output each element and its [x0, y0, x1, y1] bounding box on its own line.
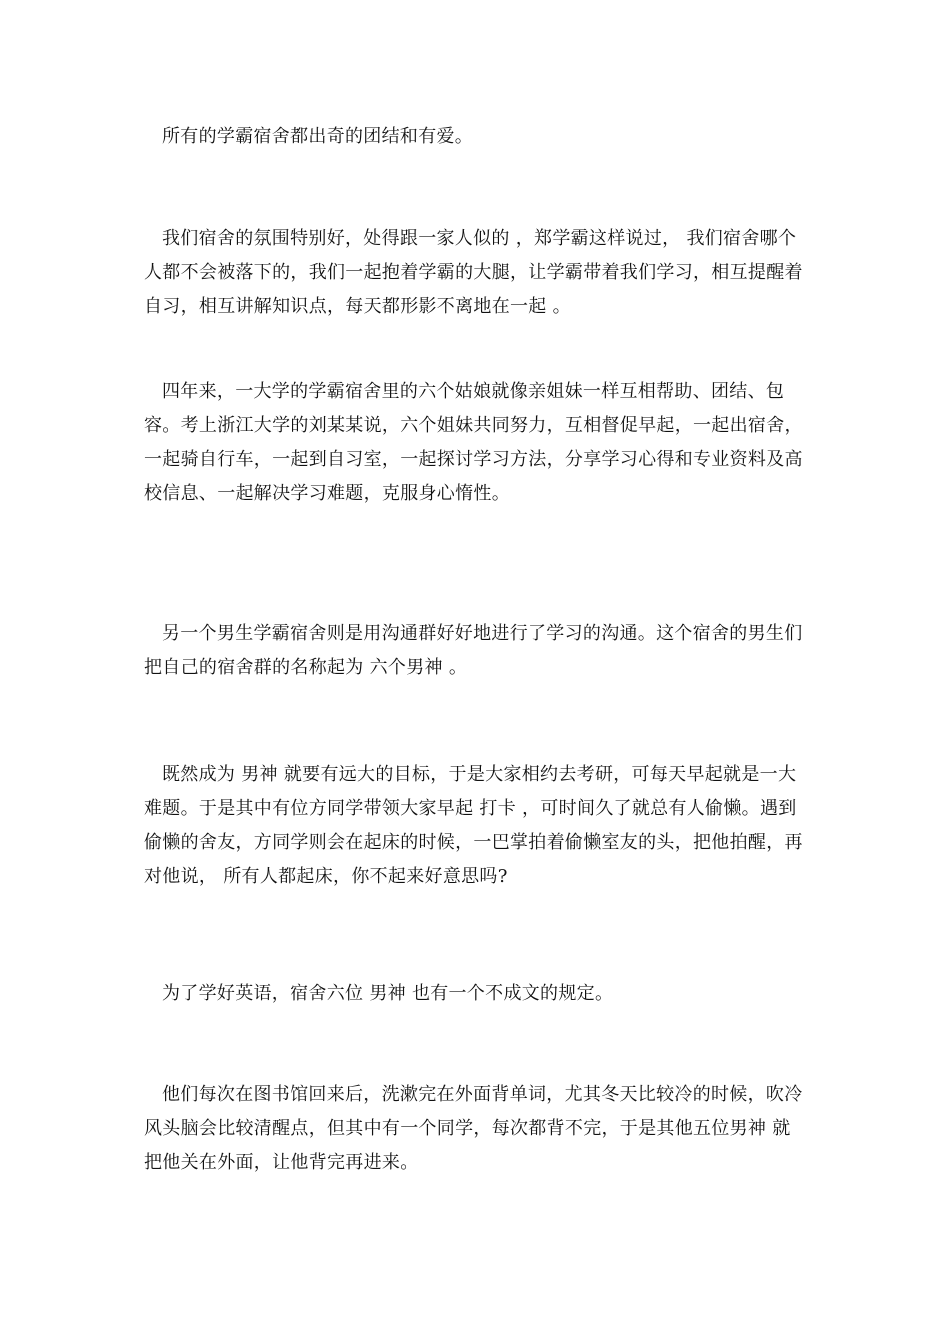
- paragraph-7: 他们每次在图书馆回来后，洗漱完在外面背单词，尤其冬天比较冷的时候，吹冷风头脑会比较清醒点，但其中有一个同学，每次都背不完，于是其他五位男神 就把他关在外面，让他背完再进来。: [144, 1084, 803, 1173]
- paragraph-3: 四年来，一大学的学霸宿舍里的六个姑娘就像亲姐妹一样互相帮助、团结、包容。考上浙江大学的刘某某说，六个姐妹共同努力，互相督促早起，一起出宿舍，一起骑自行车，一起到自习室，一起探讨学习方法，分享学习心得和专业资料及高校信息、一起解决学习难题，克服身心惰性。: [144, 381, 803, 504]
- paragraph-4: 另一个男生学霸宿舍则是用沟通群好好地进行了学习的沟通。这个宿舍的男生们把自己的宿舍群的名称起为 六个男神 。: [144, 623, 803, 678]
- paragraph-2: 我们宿舍的氛围特别好，处得跟一家人似的 ，郑学霸这样说过， 我们宿舍哪个人都不会被落下的，我们一起抱着学霸的大腿，让学霸带着我们学习，相互提醒着自习，相互讲解知识点，每天都形影不离地在一起 。: [144, 228, 803, 317]
- paragraph-1: 所有的学霸宿舍都出奇的团结和有爱。: [162, 126, 474, 147]
- paragraph-6: 为了学好英语，宿舍六位 男神 也有一个不成文的规定。: [162, 983, 614, 1004]
- paragraph-5: 既然成为 男神 就要有远大的目标，于是大家相约去考研，可每天早起就是一大难题。于是其中有位方同学带领大家早起 打卡 ，可时间久了就总有人偷懒。遇到偷懒的舍友，方同学则会在起床的时候，一巴掌拍着偷懒室友的头，把他拍醒，再对他说， 所有人都起床，你不起来好意思吗?: [144, 764, 803, 887]
